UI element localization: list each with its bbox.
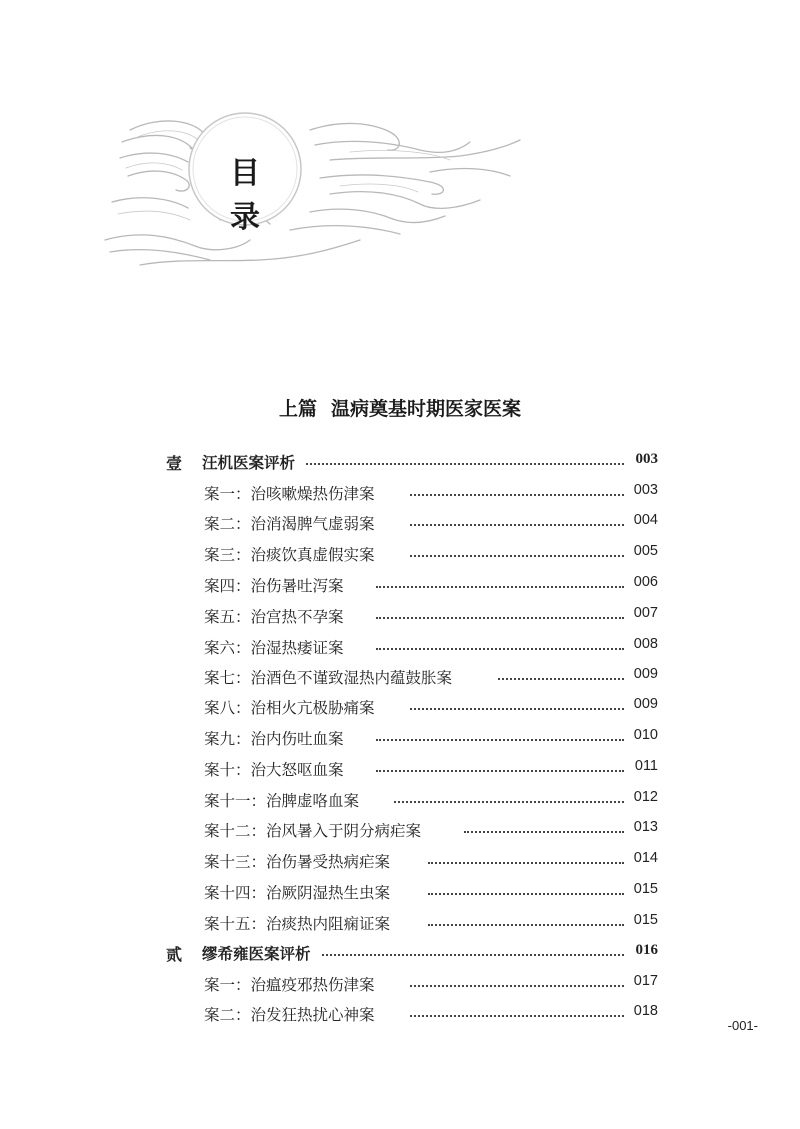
entry-title: 案十五：治痰热内阻痫证案 bbox=[204, 912, 394, 934]
toc-entry[interactable] bbox=[0, 599, 800, 629]
dot-leader bbox=[428, 893, 624, 895]
toc-entry[interactable] bbox=[0, 906, 800, 936]
toc-chapter[interactable] bbox=[0, 936, 800, 966]
page-number: 008 bbox=[628, 636, 658, 652]
dot-leader bbox=[376, 770, 624, 772]
toc-title: 目 录 bbox=[230, 156, 274, 235]
page-number: 012 bbox=[628, 789, 658, 805]
toc-entry[interactable] bbox=[0, 537, 800, 567]
page-number: 017 bbox=[628, 973, 658, 989]
dot-leader bbox=[376, 739, 624, 741]
dot-leader bbox=[410, 708, 624, 710]
dot-leader bbox=[410, 555, 624, 557]
dot-leader bbox=[376, 648, 624, 650]
page-number: 004 bbox=[628, 512, 658, 528]
dot-leader bbox=[376, 586, 624, 588]
page-number: 009 bbox=[628, 666, 658, 682]
page-number: 007 bbox=[628, 605, 658, 621]
toc-entry[interactable] bbox=[0, 967, 800, 997]
page-number: 005 bbox=[628, 543, 658, 559]
cloud-ornament-icon bbox=[100, 90, 530, 270]
part-title: 温病奠基时期医家医案 bbox=[331, 398, 522, 420]
part-heading bbox=[0, 394, 800, 421]
toc-entry[interactable] bbox=[0, 660, 800, 690]
toc-entry[interactable] bbox=[0, 752, 800, 782]
page-number: 015 bbox=[628, 881, 658, 897]
chapter-number: 贰 bbox=[166, 945, 183, 964]
entry-title: 案六：治湿热痿证案 bbox=[204, 636, 348, 658]
page-number: 013 bbox=[628, 819, 658, 835]
toc-entry[interactable] bbox=[0, 690, 800, 720]
entry-title: 案九：治内伤吐血案 bbox=[204, 727, 348, 749]
dot-leader bbox=[394, 801, 624, 803]
page-number: 014 bbox=[628, 850, 658, 866]
toc-chapter[interactable] bbox=[0, 445, 800, 475]
entry-title: 案五：治宫热不孕案 bbox=[204, 605, 348, 627]
chapter-number: 壹 bbox=[166, 454, 183, 473]
page-number: 010 bbox=[628, 727, 658, 743]
dot-leader bbox=[322, 954, 624, 956]
entry-title: 案十二：治风暑入于阴分病疟案 bbox=[204, 819, 425, 841]
page-number: 003 bbox=[628, 482, 658, 498]
page-number: 018 bbox=[628, 1003, 658, 1019]
dot-leader bbox=[410, 985, 624, 987]
dot-leader bbox=[464, 831, 624, 833]
dot-leader bbox=[410, 1015, 624, 1017]
dot-leader bbox=[428, 924, 624, 926]
toc-entry[interactable] bbox=[0, 721, 800, 751]
page-number: 006 bbox=[628, 574, 658, 590]
dot-leader bbox=[410, 524, 624, 526]
toc-entry[interactable] bbox=[0, 844, 800, 874]
toc-entry[interactable] bbox=[0, 997, 800, 1027]
chapter-title: 缪希雍医案评析 bbox=[202, 942, 315, 964]
entry-title: 案一：治咳嗽燥热伤津案 bbox=[204, 482, 379, 504]
entry-title: 案二：治消渴脾气虚弱案 bbox=[204, 512, 379, 534]
toc-entry[interactable] bbox=[0, 568, 800, 598]
dot-leader bbox=[410, 494, 624, 496]
page-number: 009 bbox=[628, 696, 658, 712]
toc-entry[interactable] bbox=[0, 783, 800, 813]
entry-title: 案二：治发狂热扰心神案 bbox=[204, 1003, 379, 1025]
page-number: 016 bbox=[628, 942, 658, 959]
entry-title: 案十一：治脾虚咯血案 bbox=[204, 789, 363, 811]
entry-title: 案一：治瘟疫邪热伤津案 bbox=[204, 973, 379, 995]
page-number: 003 bbox=[628, 451, 658, 468]
toc-entry[interactable] bbox=[0, 875, 800, 905]
toc-entry[interactable] bbox=[0, 630, 800, 660]
dot-leader bbox=[376, 617, 624, 619]
entry-title: 案四：治伤暑吐泻案 bbox=[204, 574, 348, 596]
toc-entry[interactable] bbox=[0, 476, 800, 506]
entry-title: 案十：治大怒呕血案 bbox=[204, 758, 348, 780]
part-label: 上篇 bbox=[278, 398, 317, 420]
page-folio: -001- bbox=[727, 1018, 758, 1033]
dot-leader bbox=[306, 463, 624, 465]
dot-leader bbox=[428, 862, 624, 864]
dot-leader bbox=[498, 678, 624, 680]
chapter-title: 汪机医案评析 bbox=[202, 451, 299, 473]
entry-title: 案三：治痰饮真虚假实案 bbox=[204, 543, 379, 565]
toc-entry[interactable] bbox=[0, 813, 800, 843]
entry-title: 案十三：治伤暑受热病疟案 bbox=[204, 850, 394, 872]
entry-title: 案十四：治厥阴湿热生虫案 bbox=[204, 881, 394, 903]
entry-title: 案八：治相火亢极胁痛案 bbox=[204, 696, 379, 718]
page-number: 011 bbox=[628, 758, 658, 774]
toc-entry[interactable] bbox=[0, 506, 800, 536]
page-number: 015 bbox=[628, 912, 658, 928]
entry-title: 案七：治酒色不谨致湿热内蕴鼓胀案 bbox=[204, 666, 456, 688]
